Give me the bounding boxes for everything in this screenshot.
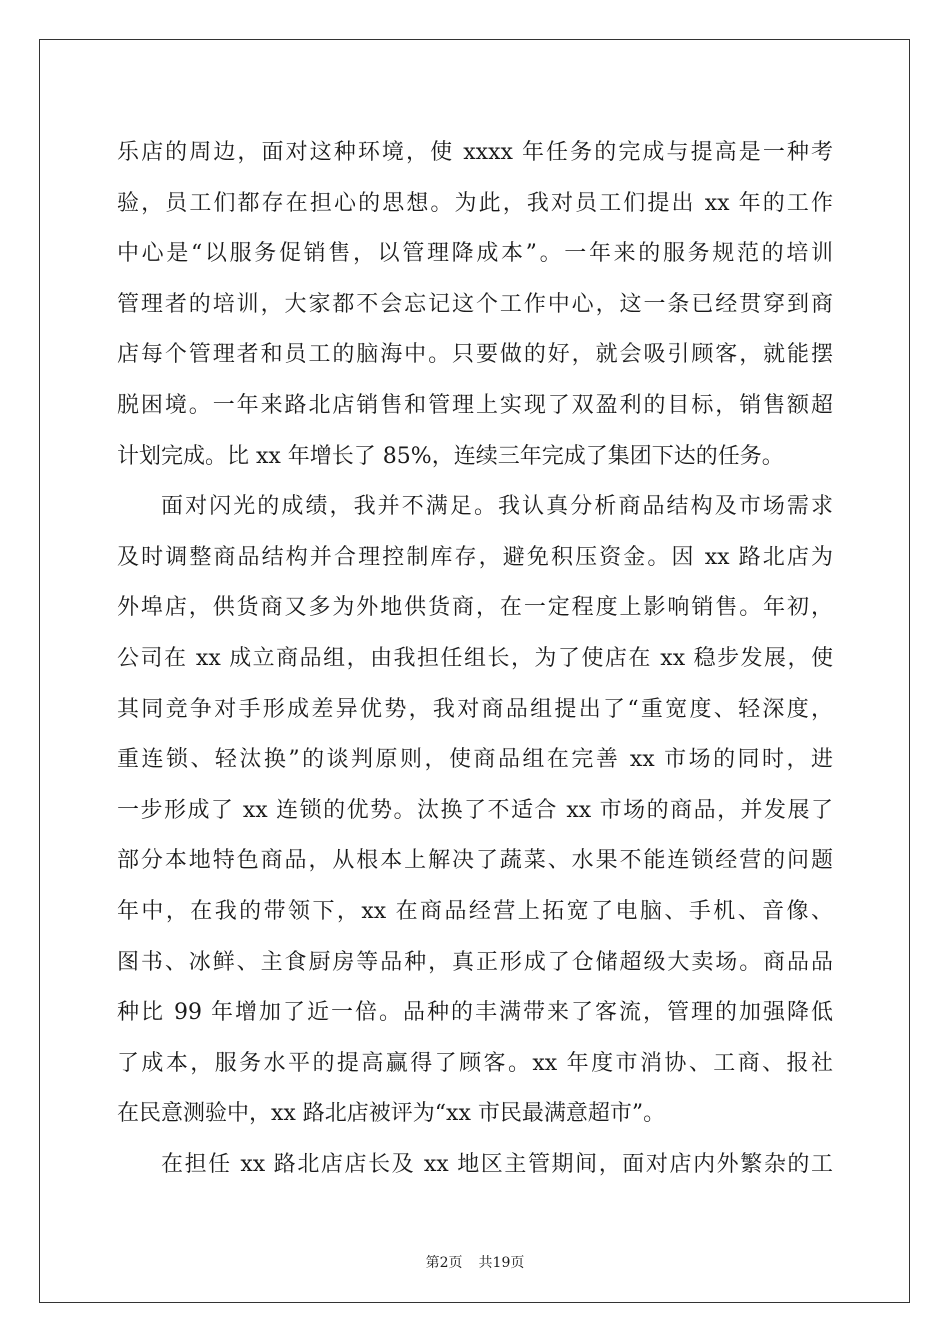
text-line: 乐店的周边，面对这种环境，使 xxxx 年任务的完成与提高是一种考 (117, 140, 833, 165)
text-line: 及时调整商品结构并合理控制库存，避免积压资金。因 xx 路北店为 (117, 544, 833, 570)
page-number: 第2页 (425, 1255, 463, 1271)
text-line: 面对闪光的成绩，我并不满足。我认真分析商品结构及市场需求 (161, 494, 833, 520)
text-line: 计划完成。比 xx 年增长了 85%，连续三年完成了集团下达的任务。 (117, 443, 784, 469)
text-line: 外埠店，供货商又多为外地供货商，在一定程度上影响销售。年初， (117, 595, 833, 621)
text-line: 年中，在我的带领下，xx 在商品经营上拓宽了电脑、手机、音像、 (117, 898, 833, 924)
text-line: 店每个管理者和员工的脑海中。只要做的好，就会吸引顾客，就能摆 (117, 342, 833, 368)
document-body (117, 128, 833, 1190)
text-line: 在民意测验中，xx 路北店被评为“xx 市民最满意超市”。 (117, 1101, 666, 1127)
text-line: 管理者的培训，大家都不会忘记这个工作中心，这一条已经贯穿到商 (117, 291, 833, 317)
page-footer (0, 1252, 950, 1272)
page-total: 共19页 (478, 1255, 525, 1271)
text-line: 验，员工们都存在担心的思想。为此，我对员工们提出 xx 年的工作 (117, 190, 833, 216)
text-line: 部分本地特色商品，从根本上解决了蔬菜、水果不能连锁经营的问题 (117, 848, 833, 874)
text-line: 公司在 xx 成立商品组，由我担任组长，为了使店在 xx 稳步发展，使 (117, 645, 833, 671)
text-line: 重连锁、轻汰换”的谈判原则，使商品组在完善 xx 市场的同时，进 (117, 747, 833, 773)
text-line: 了成本，服务水平的提高赢得了顾客。xx 年度市消协、工商、报社 (117, 1050, 833, 1076)
text-line: 中心是“以服务促销售，以管理降成本”。一年来的服务规范的培训 (117, 241, 833, 267)
text-line: 图书、冰鲜、主食厨房等品种，真正形成了仓储超级大卖场。商品品 (117, 949, 833, 975)
text-line: 一步形成了 xx 连锁的优势。汰换了不适合 xx 市场的商品，并发展了 (117, 797, 833, 823)
text-line: 其同竞争对手形成差异优势，我对商品组提出了“重宽度、轻深度， (117, 696, 833, 722)
text-line: 在担任 xx 路北店店长及 xx 地区主管期间，面对店内外繁杂的工 (161, 1151, 833, 1177)
text-line: 种比 99 年增加了近一倍。品种的丰满带来了客流，管理的加强降低 (117, 1000, 833, 1026)
text-line: 脱困境。一年来路北店销售和管理上实现了双盈利的目标，销售额超 (117, 392, 833, 418)
